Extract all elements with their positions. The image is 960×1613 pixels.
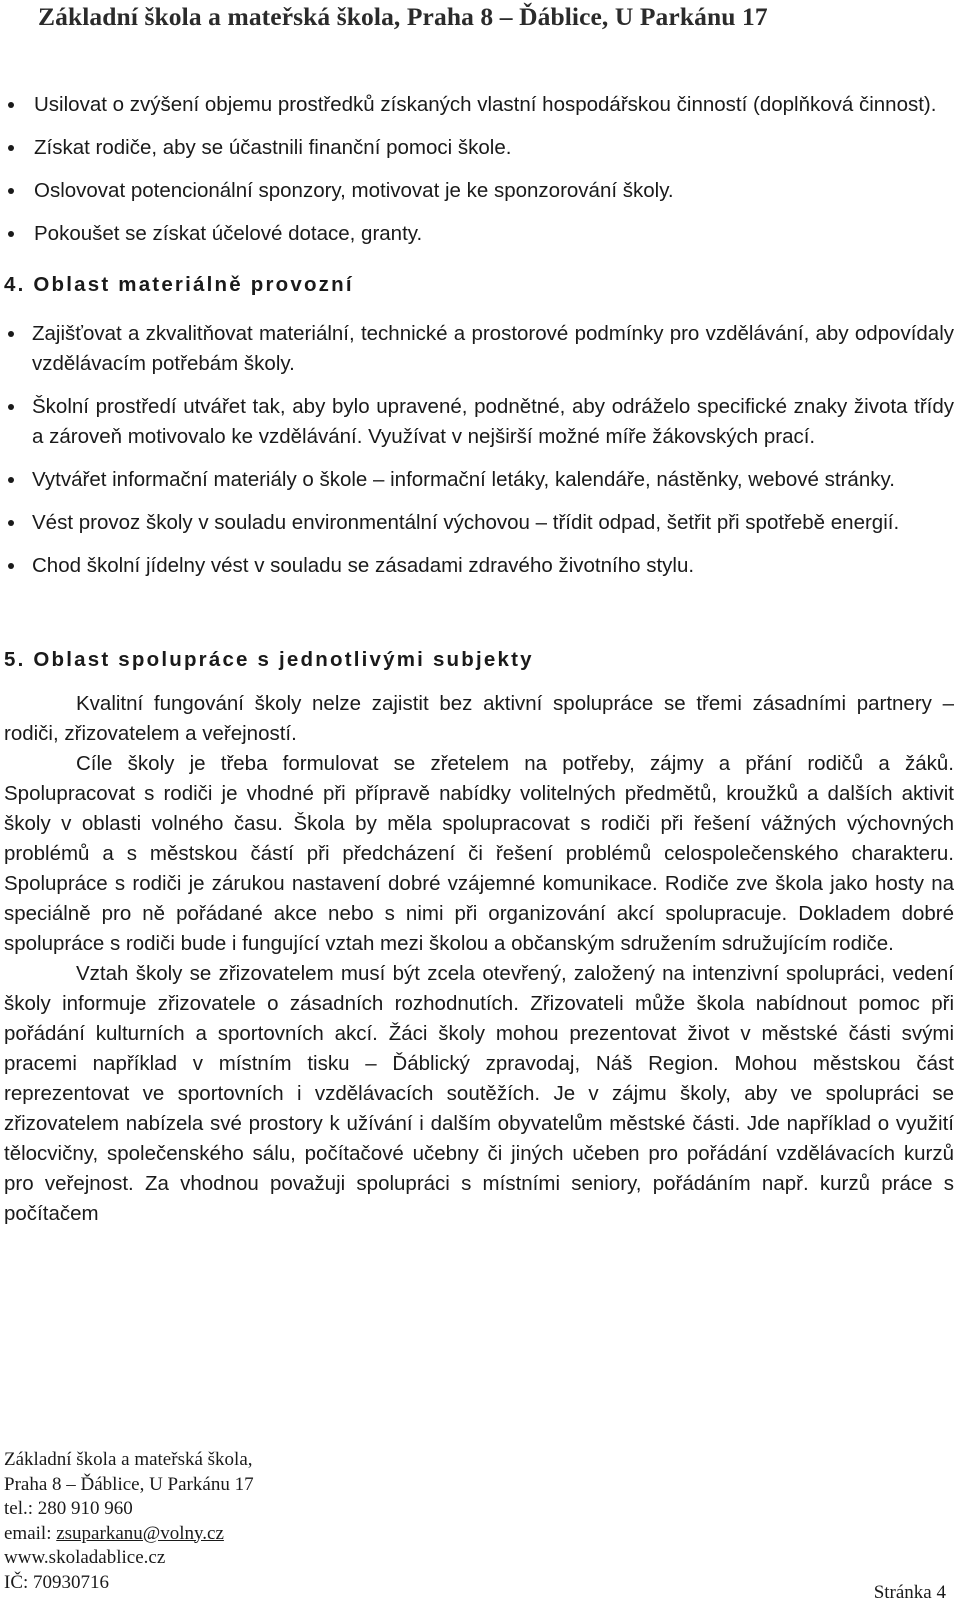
page-header-title: Základní škola a mateřská škola, Praha 8 – Ďáblice, U Parkánu 17 xyxy=(38,2,768,31)
section-heading-5: 5. Oblast spolupráce s jednotlivými subjekty xyxy=(4,648,534,671)
list-item: Zajišťovat a zkvalitňovat materiální, technické a prostorové podmínky pro vzdělávání, aby odpovídaly vzdělávacím potřebám školy. xyxy=(4,319,954,379)
footer-ic: IČ: 70930716 xyxy=(4,1571,110,1593)
footer-phone: tel.: 280 910 960 xyxy=(4,1498,133,1519)
list-item: Chod školní jídelny vést v souladu se zásadami zdravého životního stylu. xyxy=(4,551,954,581)
list-item: Oslovovat potencionální sponzory, motivovat je ke sponzorování školy. xyxy=(4,176,954,206)
footer-address: Praha 8 – Ďáblice, U Parkánu 17 xyxy=(4,1473,254,1495)
bullet-list-top xyxy=(4,90,954,249)
list-item: Vést provoz školy v souladu environmentální výchovou – třídit odpad, šetřit při spotřebě energií. xyxy=(4,508,954,538)
footer-email-row xyxy=(4,1522,254,1547)
page-number: Stránka 4 xyxy=(873,1582,946,1603)
list-item: Získat rodiče, aby se účastnili finanční pomoci škole. xyxy=(4,133,954,163)
footer-web: www.skoladablice.cz xyxy=(4,1547,166,1568)
list-item: Pokoušet se získat účelové dotace, granty. xyxy=(4,219,954,249)
section-heading-4: 4. Oblast materiálně provozní xyxy=(4,273,354,296)
page-footer xyxy=(4,1448,254,1595)
footer-email-label: email: xyxy=(4,1522,57,1544)
paragraph: Vztah školy se zřizovatelem musí být zcela otevřený, založený na intenzivní spolupráci, vedení školy informuje zřizovatele o zásadních rozhodnutích. Zřizovateli může škola nabídnout pomoc při pořádání kulturních a sportovních akcí. Žáci školy mohou prezentovat život v městské části svými pracemi například v místním tisku – Ďáblický zpravodaj, Náš Region. Mohou městskou část reprezentovat ve sportovních i vzdělávacích soutěžích. Je v zájmu školy, aby ve spolupráci se zřizovatelem nabízela své prostory k užívání i dalším obyvatelům městské části. Jde například o využití tělocvičny, společenského sálu, počítačové učebny či jiných učeben pro pořádání vzdělávacích kurzů pro veřejnost. Za vhodnou považuji spolupráci s místními seniory, pořádáním např. kurzů práce s počítačem xyxy=(4,962,954,1225)
list-item: Usilovat o zvýšení objemu prostředků získaných vlastní hospodářskou činností (doplňková činnost). xyxy=(4,90,954,120)
footer-email-link[interactable]: zsuparkanu@volny.cz xyxy=(56,1522,224,1544)
paragraph: Kvalitní fungování školy nelze zajistit bez aktivní spolupráce se třemi zásadními partnery – rodiči, zřizovatelem a veřejností. xyxy=(4,692,954,745)
document-body xyxy=(4,90,954,1229)
list-item: Školní prostředí utvářet tak, aby bylo upravené, podnětné, aby odráželo specifické znaky života třídy a zároveň motivovalo ke vzdělávání. Využívat v nejširší možné míře žákovských prací. xyxy=(4,392,954,452)
bullet-list-section-4 xyxy=(4,319,954,581)
list-item: Vytvářet informační materiály o škole – informační letáky, kalendáře, nástěnky, webové stránky. xyxy=(4,465,954,495)
footer-school-name: Základní škola a mateřská škola, xyxy=(4,1449,253,1470)
paragraph: Cíle školy je třeba formulovat se zřetelem na potřeby, zájmy a přání rodičů a žáků. Spolupracovat s rodiči je vhodné při přípravě nabídky volitelných předmětů, kroužků a dalších aktivit školy v oblasti volného času. Škola by měla spolupracovat s rodiči při řešení vážných výchovných problémů a s městskou částí při předcházení či řešení problémů celospolečenského charakteru. Spolupráce s rodiči je zárukou nastavení dobré vzájemné komunikace. Rodiče zve škola jako hosty na speciálně pro ně pořádané akce nebo s nimi při organizování akcí spolupracuje. Dokladem dobré spolupráce s rodiči bude i fungující vztah mezi školou a občanským sdružením sdružujícím rodiče. xyxy=(4,752,954,955)
